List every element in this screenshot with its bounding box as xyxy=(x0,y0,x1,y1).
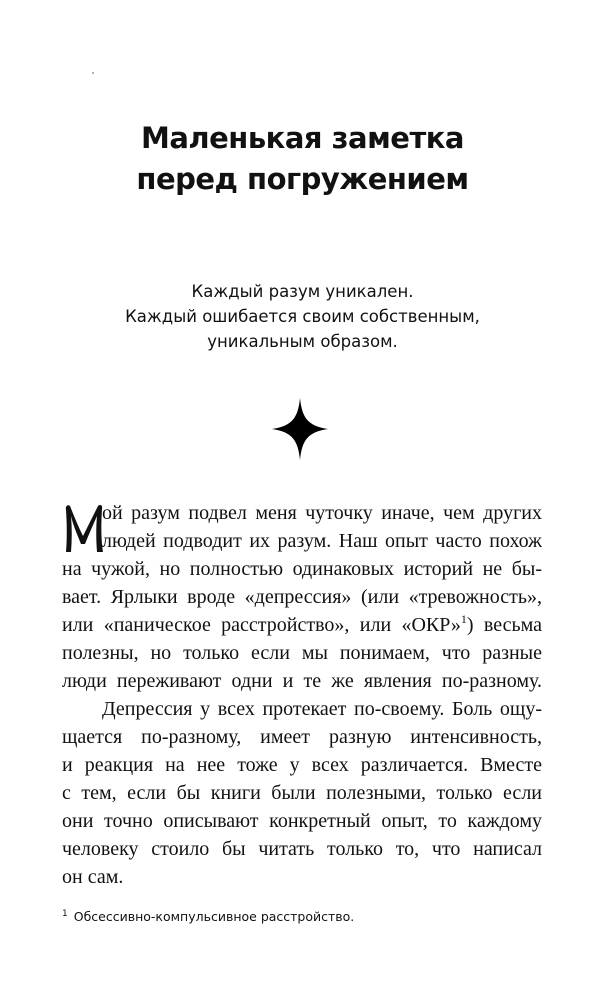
paragraph-1-line: вает. Ярлыки вроде «депрессия» (или «тревожность», xyxy=(62,586,542,608)
paragraph-2-line: щается по-разному, имеет разную интенсивность, xyxy=(62,726,542,748)
paragraph-1-line-with-footnote xyxy=(62,611,542,639)
paragraph-1-line: на чужой, но полностью одинаковых историй не бы- xyxy=(62,558,542,580)
four-point-star-icon xyxy=(272,398,328,460)
footnote xyxy=(62,905,542,926)
paragraph-2-line: человеку стоило бы читать только то, что написал xyxy=(62,838,542,860)
paragraph-2-line: и реакция на нее тоже у всех различается. Вместе xyxy=(62,754,542,776)
paragraph-2-line: с тем, если бы книги были полезными, только если xyxy=(62,782,542,804)
epigraph-line-2: Каждый ошибается своим собственным, xyxy=(125,307,480,326)
paragraph-1-line-part: или «паническое расстройство», или «ОКР» xyxy=(62,614,461,636)
epigraph xyxy=(0,279,605,354)
paragraph-1-line: люди переживают одни и те же явления по-разному. xyxy=(62,670,542,692)
epigraph-line-3: уникальным образом. xyxy=(207,332,398,351)
epigraph-line-1: Каждый разум уникален. xyxy=(191,282,414,301)
paragraph-1-line: ой разум подвел меня чуточку иначе, чем других xyxy=(102,502,542,524)
paragraph-1-line: полезны, но только если мы понимаем, что разные xyxy=(62,642,542,664)
footnote-reference[interactable]: 1 xyxy=(460,612,467,626)
paragraph-2-line: Депрессия у всех протекает по-своему. Боль ощу- xyxy=(102,698,542,720)
chapter-title-line-1: Маленькая заметка xyxy=(140,121,465,155)
paragraph-1-line-part: ) весьма xyxy=(466,614,542,636)
paragraph-2-line: они точно описывают конкретный опыт, то каждому xyxy=(62,810,542,832)
chapter-title xyxy=(0,118,605,200)
paragraph-1-line: людей подводит их разум. Наш опыт часто похож xyxy=(102,530,542,552)
footnote-mark: 1 xyxy=(62,909,68,919)
footnote-text: Обсессивно-компульсивное расстройство. xyxy=(73,909,355,924)
paper-speck xyxy=(92,72,94,74)
chapter-title-line-2: перед погружением xyxy=(136,162,469,196)
paragraph-2-line: он сам. xyxy=(62,866,124,888)
body-text xyxy=(62,499,542,891)
